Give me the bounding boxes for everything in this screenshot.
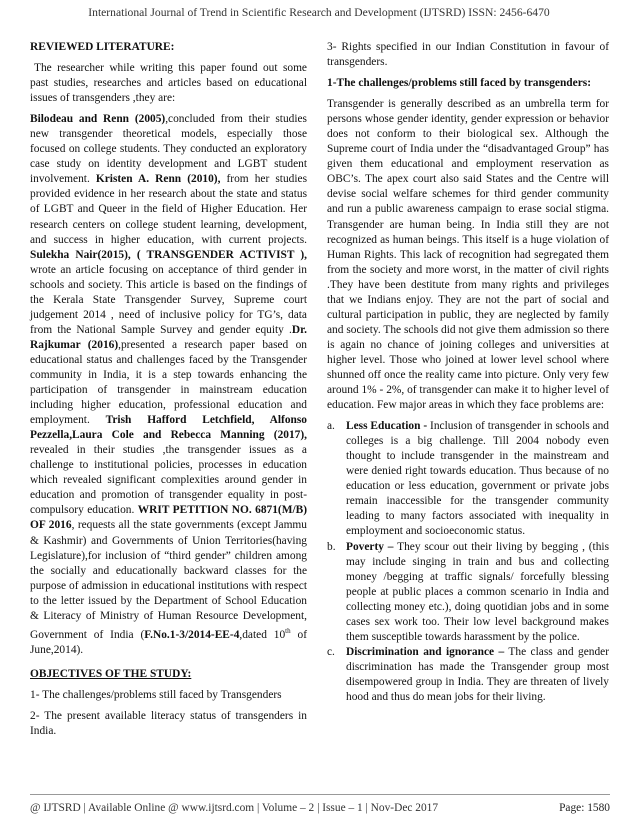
list-item-title: Poverty – <box>346 540 394 553</box>
list-item <box>327 645 609 705</box>
right-column <box>327 40 609 705</box>
challenges-heading: 1-The challenges/problems still faced by transgenders: <box>327 77 591 90</box>
list-item-text: The class and gender discrimination has made the Transgender group most disempowered group in India. They are threaten of lively hood and thus do mean jobs for their living. <box>346 645 609 703</box>
challenges-body: Transgender is generally described as an umbrella term for persons whose gender identity, gender expression or behavior does not conform to their biological sex. Although the Supreme court of India under the “disadvantaged Group” has given them educational and employment reservation as OBC’s. The apex court also said States and the Centre will devise social welfare schemes for third gender community and run a public awareness campaign to erase social stigma. Transgender are human being. In India still they are not recognized as human beings. This itself is a huge violation of Human Rights. This lack of recognition had segregated them from the society and more worst, in the matter of civil rights .They have been destitute from many rights and privileges that we Indians enjoy. They are not the part of social and cultural participation in public, they are neglected by family and society. The schools did not give them admission so there is again no chance of joining colleges and universities at higher level. Those who joined at lower level school where shunned off once the reality came into picture. Only very few around 1% - 2%, of transgender can make it to higher level of education. Few major areas in which they face problems are: <box>327 98 609 412</box>
list-item-title: Discrimination and ignorance – <box>346 645 505 658</box>
intro-paragraph: The researcher while writing this paper found out some past studies, researches and articles based on educational issues of transgenders ,they are: <box>30 62 307 105</box>
page-footer <box>30 802 610 814</box>
problem-areas-list <box>327 419 609 705</box>
objective-2: 2- The present available literacy status of transgenders in India. <box>30 709 307 737</box>
literature-text-5: revealed in their studies ,the transgender issues as a challenge to institutional policies, processes in education which revealed significant complexities around gender in education and promotion of transgender equality in post-compulsory education. <box>30 444 307 517</box>
footer-citation: @ IJTSRD | Available Online @ www.ijtsrd.com | Volume – 2 | Issue – 1 | Nov-Dec 2017 <box>30 802 439 814</box>
literature-text-7: ,dated 10 <box>239 628 286 641</box>
list-item-title: Less Education - <box>346 420 428 433</box>
author-rajkumar: Dr. Rajkumar (2016) <box>30 323 307 351</box>
literature-paragraph <box>30 112 307 657</box>
left-column <box>30 40 307 739</box>
literature-text-8: of June,2014). <box>30 628 307 656</box>
writ-petition: WRIT PETITION NO. 6871(M/B) OF 2016 <box>30 504 307 532</box>
file-number: F.No.1-3/2014-EE-4 <box>144 628 240 641</box>
superscript-th: th <box>285 626 291 635</box>
list-item <box>327 540 609 645</box>
literature-text-6: , requests all the state governments (except Jammu & Kashmir) and Governments of Union Territories(having Legislature),for inclusion of “third gender” children among the socially and educationally backward classes for the purpose of admission in educational institutions with respect to the letter issued by the Department of School Education & Literacy of Ministry of Human Resource Development, Government of India ( <box>30 519 307 641</box>
literature-text-4: ,presented a research paper based on educational status and challenges faced by the Transgender community in India, it is a step towards enhancing the participation of transgender in mainstream education including higher education, professional education and employment. <box>30 338 307 427</box>
literature-text-2: from her studies provided evidence in her research about the state and status of LGBT and Queer in the field of Higher Education. Her research centers on college student learning, development, and success in higher education, with current projects. <box>30 173 308 246</box>
objective-1: 1- The challenges/problems still faced by Transgenders <box>30 688 282 701</box>
author-sulekha-nair: Sulekha Nair(2015), ( TRANSGENDER ACTIVIST ), <box>30 248 307 261</box>
section-title-objectives: OBJECTIVES OF THE STUDY: <box>30 667 192 680</box>
literature-text-3: wrote an article focusing on acceptance of third gender in schools and society. This article is based on the findings of the Kerala State Transgender Survey, Supreme court judgement 2014 , need of inclusive policy for TG’s, data from the National Sample Survey and gender equity . <box>30 263 307 336</box>
literature-text-1: ,concluded from their studies new transgender theoretical models, especially those focused on college students. They conducted an exploratory case study on identity development and LGBT student involvement. <box>30 113 307 186</box>
page-number: Page: 1580 <box>559 802 610 814</box>
objective-3: 3- Rights specified in our Indian Constitution in favour of transgenders. <box>327 41 609 69</box>
author-kristen-renn: Kristen A. Renn (2010), <box>95 173 221 186</box>
footer-divider <box>30 794 610 795</box>
list-marker: c. <box>327 645 335 658</box>
list-item-text: They scour out their living by begging , (this may include singing in train and bus and collecting money /begging at traffic signals/ forcefully blessing people at public places a common scenario in India and collecting money etc.), doing quotidian jobs and in some cases sex work too. Their low level background makes them susceptible towards harassment by the police. <box>346 540 609 643</box>
list-item <box>327 419 609 539</box>
list-marker: b. <box>327 540 336 553</box>
author-letchfield-group: Trish Hafford Letchfield, Alfonso Pezzella,Laura Cole and Rebecca Manning (2017), <box>30 414 307 442</box>
section-title-reviewed-literature: REVIEWED LITERATURE: <box>30 41 175 53</box>
list-item-text: Inclusion of transgender in schools and colleges is a big challenge. Till 2004 nobody even thought to include transgender in the mainstream and were denied right towards education. Thus because of no education or less education, government or private jobs remain inaccessible for the transgender community leading to many factors associated with inequality in employment and socioeconomic status. <box>346 420 610 538</box>
journal-header: International Journal of Trend in Scientific Research and Development (IJTSRD) ISSN: 2456-6470 <box>88 6 550 19</box>
author-bilodeau-renn: Bilodeau and Renn (2005) <box>30 113 166 126</box>
list-marker: a. <box>327 420 335 433</box>
